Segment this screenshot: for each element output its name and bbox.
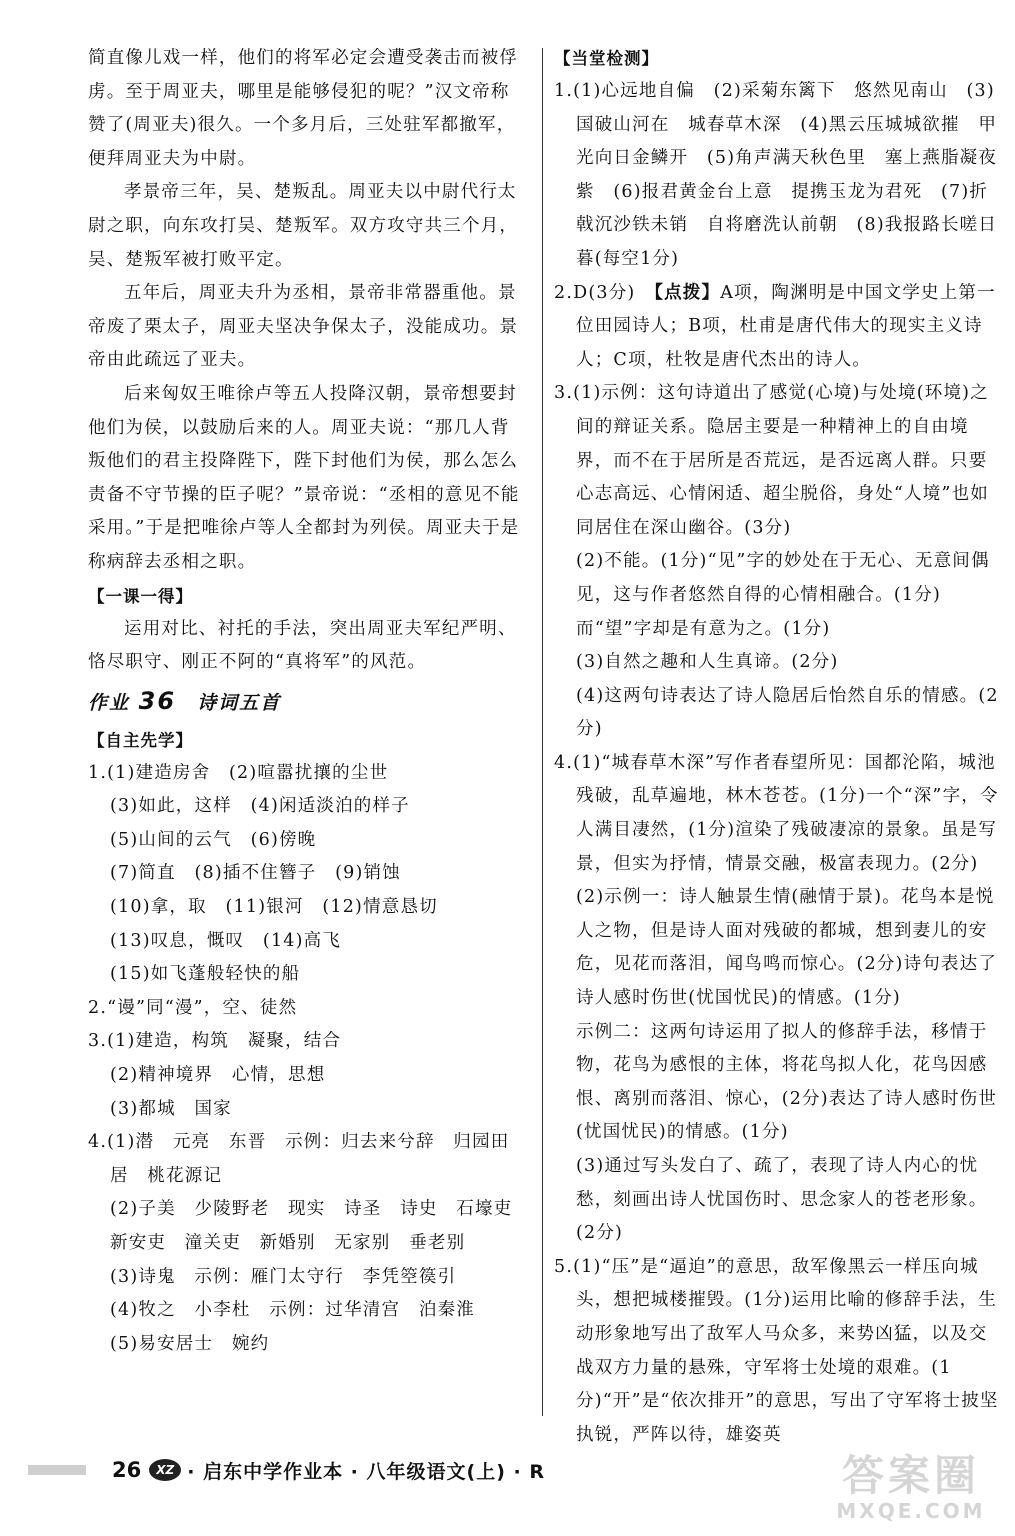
answer-text: (1)“城春草木深”写作者春望所见：国都沦陷，城池残破，乱草遍地，林木苍苍。(1分)一个“深”字，令人满目凄然，(1分)渲染了残破凄凉的景象。虽是写景，但实为抒情，情景交融，极富表现力。(2分): [573, 752, 999, 874]
column-divider: [542, 48, 543, 1416]
answer-text: (1)建造房舍 (2)喧嚣扰攘的尘世: [107, 762, 389, 783]
homework-prefix: 作业: [88, 691, 131, 714]
answer-prefix: 2.D(3分): [554, 282, 655, 303]
answer-line: (10)拿，取 (11)银河 (12)情意恳切: [110, 897, 438, 918]
question-number: 4.: [554, 752, 574, 773]
answer-line: (4)这两句诗表达了诗人隐居后怡然自乐的情感。(2分): [576, 685, 999, 740]
answer-line: (3)诗鬼 示例：雁门太守行 李凭箜篌引: [110, 1266, 457, 1287]
story-paragraph: 简直像儿戏一样，他们的将军必定会遭受袭击而被俘虏。至于周亚夫，哪里是能够侵犯的呢？”汉文帝称赞了(周亚夫)很久。一个多月后，三处驻军都撤军，便拜周亚夫为中尉。: [88, 48, 519, 169]
question-number: 1.: [88, 762, 108, 783]
answer-line: 2.“谩”同“漫”，空、徒然: [88, 997, 298, 1018]
answer-line: [554, 747, 1002, 881]
homework-title: [88, 680, 528, 724]
page-footer: [28, 1452, 545, 1488]
homework-name: 诗词五首: [197, 691, 282, 714]
answer-line: (2)子美 少陵野老 现实 诗圣 诗史 石壕吏 新安吏 潼关吏 新婚别 无家别 垂老别: [110, 1199, 532, 1253]
answer-text: A项，陶渊明是中国文学史上第一位田园诗人；B项，杜甫是唐代伟大的现实主义诗人；C项，杜牧是唐代杰出的诗人。: [576, 282, 996, 370]
section-heading-pre: 【自主先学】: [88, 730, 193, 750]
answer-line: [554, 277, 1002, 378]
answer-line: (3)如此，这样 (4)闲适淡泊的样子: [110, 796, 410, 817]
left-column: [88, 42, 532, 1361]
answer-text: (1)潜 元亮 东晋 示例：归去来兮辞 归园田居 桃花源记: [107, 1132, 510, 1186]
footer-bar: [28, 1465, 86, 1475]
answer-line: 示例二：这两句诗运用了拟人的修辞手法，移情于物，花鸟为感恨的主体，将花鸟拟人化，花鸟因感恨、离别而落泪、惊心，(2分)表达了诗人感时伤世(忧国忧民)的情感。(1分): [576, 1021, 998, 1143]
answer-line: (4)牧之 小李杜 示例：过华清宫 泊秦淮: [110, 1300, 475, 1321]
story-paragraph: 五年后，周亚夫升为丞相，景帝非常器重他。景帝废了栗太子，周亚夫坚决争保太子，没能成功。景帝由此疏远了亚夫。: [88, 283, 519, 371]
answer-line: (2)示例一：诗人触景生情(融情于景)。花鸟本是悦人之物，但是诗人面对残破的都城，想到妻儿的安危，见花而落泪，闻鸟鸣而惊心。(2分)诗句表达了诗人感时伤世(忧国忧民)的情感。(1分): [576, 887, 998, 1009]
answer-line: [88, 1126, 528, 1193]
question-number: 4.: [88, 1132, 108, 1153]
answer-line: (5)山间的云气 (6)傍晚: [110, 829, 317, 850]
answer-line: (3)都城 国家: [110, 1098, 232, 1119]
page-number: 26: [112, 1458, 142, 1482]
question-number: 3.: [554, 383, 574, 404]
answer-line: (13)叹息，慨叹 (14)高飞: [110, 930, 342, 951]
publisher-logo: XZ: [149, 1459, 181, 1481]
answer-line: (2)不能。(1分)“见”字的妙处在于无心、无意间偶见，这与作者悠然自得的心情相融合。(1分)而“望”字却是有意为之。(1分): [576, 551, 990, 639]
book-title: · 启东中学作业本 · 八年级语文(上) · R: [187, 1460, 545, 1483]
homework-number: 36: [138, 686, 177, 715]
answer-line: (3)自然之趣和人生真谛。(2分): [576, 652, 839, 673]
right-column: [554, 42, 1002, 1452]
answer-line: [554, 377, 1002, 545]
gain-text: 运用对比、衬托的手法，突出周亚夫军纪严明、恪尽职守、刚正不阿的“真将军”的风范。: [88, 618, 517, 673]
answer-line: (5)易安居士 婉约: [110, 1333, 270, 1354]
answer-text: (1)示例：这句诗道出了感觉(心境)与处境(环境)之间的辩证关系。隐居主要是一种精神上的自由境界，而不在于居所是否荒远，是否远离人群。只要心志高远、心情闲适、超尘脱俗，身处“人境”也如同居住在深山幽谷。(3分): [573, 383, 989, 538]
story-paragraph: 后来匈奴王唯徐卢等五人投降汉朝，景帝想要封他们为侯，以鼓励后来的人。周亚夫说：“那几人背叛他们的君主投降陛下，陛下封他们为侯，那么怎么责备不守节操的臣子呢？”景帝说：“丞相的意见不能采用。”于是把唯徐卢等人全都封为列侯。周亚夫于是称病辞去丞相之职。: [88, 383, 520, 572]
watermark-line2: MXQE.COM: [836, 1499, 986, 1523]
answer-line: (7)简直 (8)插不住簪子 (9)销蚀: [110, 863, 401, 884]
answer-line: (3)通过写头发白了、疏了，表现了诗人内心的忧愁，刻画出诗人忧国伤时、思念家人的苍老形象。(2分): [576, 1156, 988, 1244]
watermark: [836, 1452, 986, 1530]
section-heading-check: 【当堂检测】: [554, 49, 659, 68]
answer-line: 1.(1)心远地自偏 (2)采菊东篱下 悠然见南山 (3)国破山河在 城春草木深 (4)黑云压城城欲摧 甲光向日金鳞开 (5)角声满天秋色里 塞上燕脂凝夜紫 (6)报君黄金台上意 提携玉龙为君死 (7)折戟沉沙铁未销 自将磨洗认前朝 (8)我报路长嗟日暮(每空1分): [554, 81, 998, 269]
question-number: 3.: [88, 1031, 108, 1052]
section-heading-gain: 【一课一得】: [88, 586, 193, 606]
answer-text: (1)建造，构筑 凝聚，结合: [107, 1031, 342, 1052]
hint-tag: 【点拨】: [654, 282, 721, 303]
watermark-line1: 答案圈: [841, 1451, 980, 1500]
story-paragraph: 孝景帝三年，吴、楚叛乱。周亚夫以中尉代行太尉之职，向东攻打吴、楚叛军。双方攻守共三个月，吴、楚叛军被打败平定。: [88, 182, 519, 270]
answer-line: 5.(1)“压”是“逼迫”的意思，敌军像黑云一样压向城头，想把城楼摧毁。(1分)运用比喻的修辞手法，生动形象地写出了敌军人马众多，来势凶猛，以及交战双方力量的悬殊，守军将士处境的艰难。(1分)“开”是“依次排开”的意思，写出了守军将士披坚执锐，严阵以待，雄姿英: [554, 1256, 999, 1445]
answer-line: [88, 757, 528, 791]
answer-line: (2)精神境界 心情，思想: [110, 1065, 326, 1086]
answer-line: [88, 1025, 528, 1059]
answer-line: (15)如飞蓬般轻快的船: [110, 964, 301, 985]
